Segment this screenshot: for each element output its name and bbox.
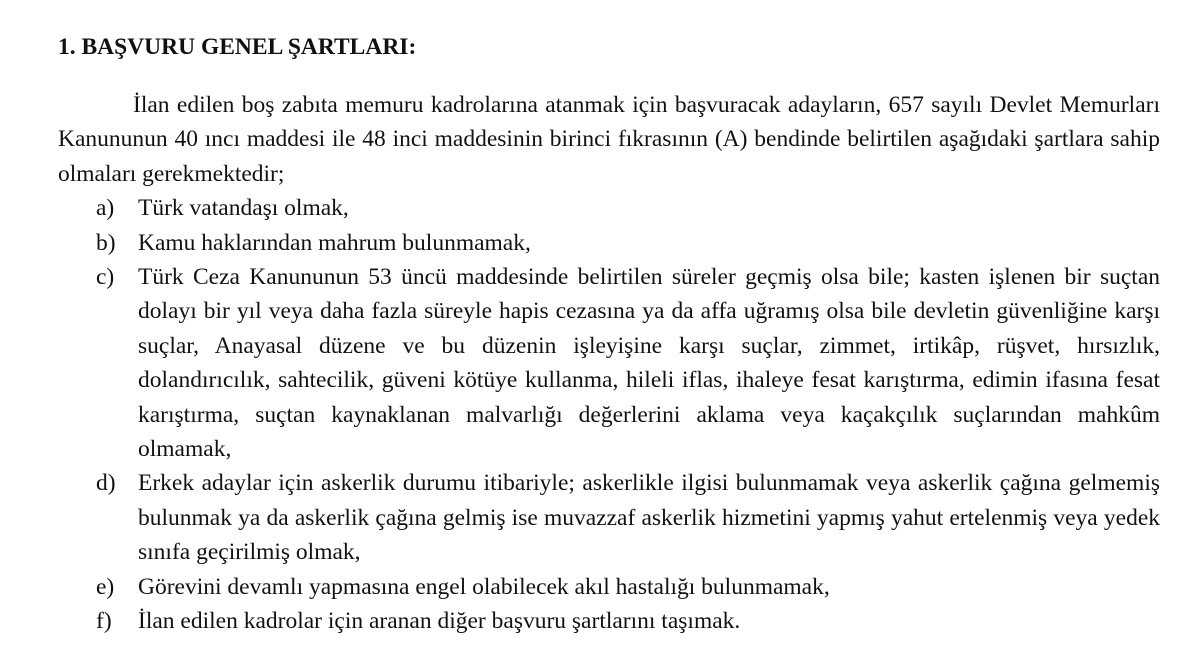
- document-page: [58, 30, 1160, 639]
- requirement-item-f: [58, 604, 1160, 638]
- requirement-item-c: [58, 260, 1160, 466]
- requirement-text: Türk Ceza Kanununun 53 üncü maddesinde belirtilen süreler geçmiş olsa bile; kasten işlenen bir suçtan dolayı bir yıl veya daha fazla süreyle hapis cezasına ya da affa uğramış olsa bile devletin güvenliğine karşı suçlar, Anayasal düzene ve bu düzenin işleyişine karşı suçlar, zimmet, irtikâp, rüşvet, hırsızlık, dolandırıcılık, sahtecilik, güveni kötüye kullanma, hileli iflas, ihaleye fesat karıştırma, edimin ifasına fesat karıştırma, suçtan kaynaklanan malvarlığı değerlerini aklama veya kaçakçılık suçlarından mahkûm olmamak,: [138, 264, 1160, 463]
- requirement-text: Görevini devamlı yapmasına engel olabilecek akıl hastalığı bulunmamak,: [138, 573, 830, 600]
- list-marker: c): [96, 264, 115, 291]
- list-marker: d): [96, 470, 116, 497]
- list-marker: e): [96, 573, 115, 600]
- requirement-text: Kamu haklarından mahrum bulunmamak,: [138, 229, 531, 256]
- list-marker: f): [96, 608, 112, 635]
- intro-paragraph: İlan edilen boş zabıta memuru kadrolarına atanmak için başvuracak adayların, 657 sayılı Devlet Memurları Kanununun 40 ıncı maddesi ile 48 inci maddesinin birinci fıkrasının (A) bendinde belirtilen aşağıdaki şartlara sahip olmaları gerekmektedir;: [58, 92, 1160, 187]
- requirement-text: Erkek adaylar için askerlik durumu itibariyle; askerlikle ilgisi bulunmamak veya askerlik çağına gelmemiş bulunmak ya da askerlik çağına gelmiş ise muvazzaf askerlik hizmetini yapmış yahut ertelenmiş veya yedek sınıfa geçirilmiş olmak,: [138, 470, 1160, 566]
- requirement-item-a: [58, 191, 1160, 225]
- section-heading: 1. BAŞVURU GENEL ŞARTLARI:: [58, 34, 417, 60]
- requirement-item-b: [58, 226, 1160, 260]
- requirements-list: [58, 191, 1160, 638]
- requirement-text: Türk vatandaşı olmak,: [138, 195, 349, 222]
- requirement-item-e: [58, 570, 1160, 604]
- requirement-item-d: [58, 466, 1160, 569]
- list-marker: a): [96, 195, 115, 222]
- list-marker: b): [96, 229, 116, 256]
- requirement-text: İlan edilen kadrolar için aranan diğer başvuru şartlarını taşımak.: [138, 608, 741, 635]
